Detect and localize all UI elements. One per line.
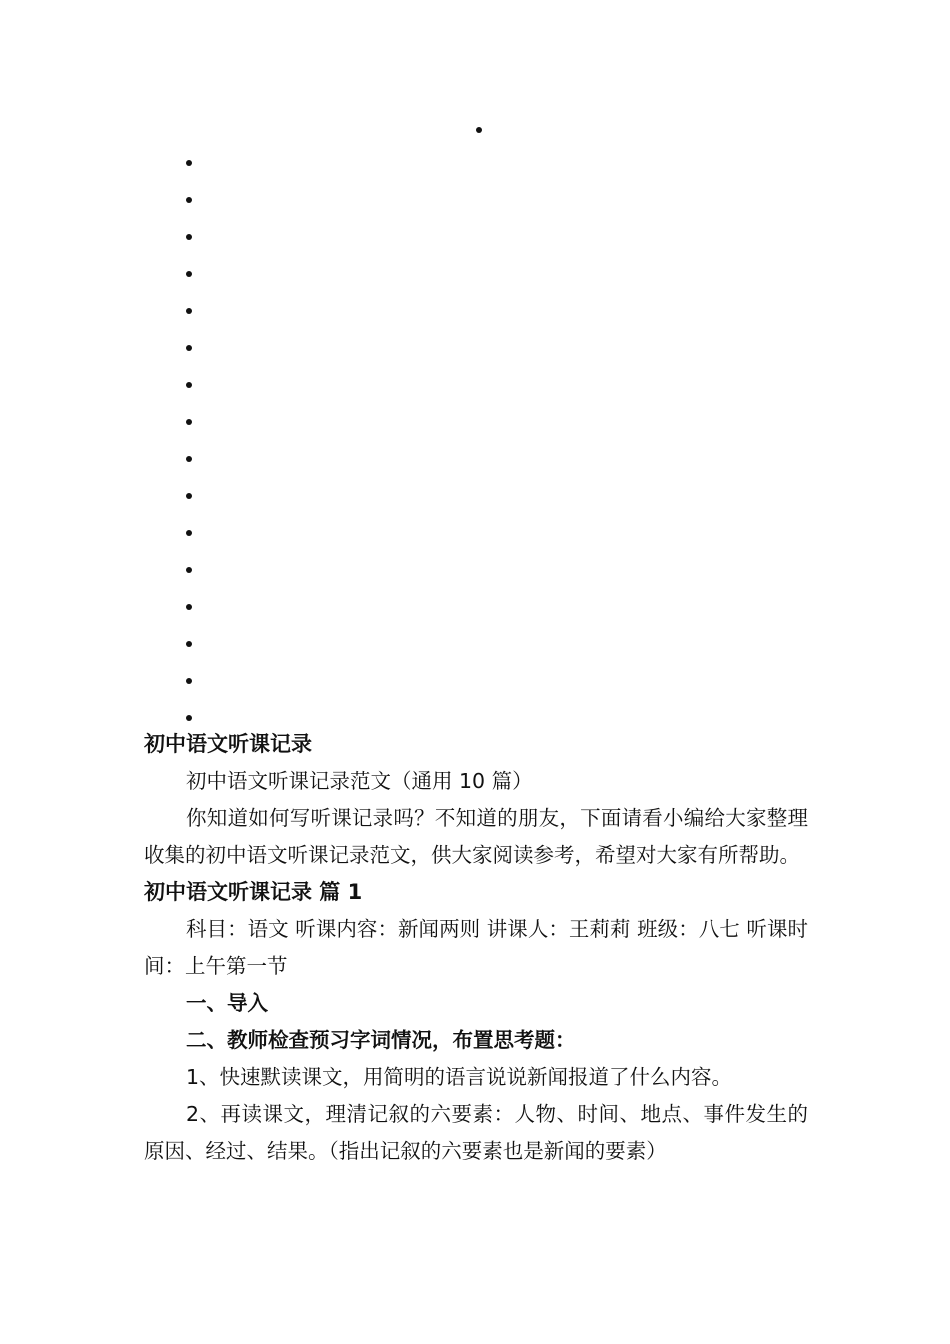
section-heading: 初中语文听课记录 篇 1 [144,880,363,904]
question-item-2: 2、再读课文，理清记叙的六要素：人物、时间、地点、事件发生的原因、经过、结果。（指出记叙的六要素也是新闻的要素） [144,1102,808,1163]
document-body [144,726,808,1170]
question-item-1: 1、快速默读课文，用简明的语言说说新闻报道了什么内容。 [186,1065,733,1089]
document-subtitle: 初中语文听课记录范文（通用 10 篇） [186,769,533,793]
bullet-marker [476,127,482,133]
step-heading-1: 一、导入 [186,991,268,1015]
lesson-info: 科目：语文 听课内容：新闻两则 讲课人：王莉莉 班级：八七 听课时间：上午第一节 [144,917,808,978]
step-heading-2: 二、教师检查预习字词情况，布置思考题： [186,1028,576,1052]
intro-paragraph: 你知道如何写听课记录吗？不知道的朋友，下面请看小编给大家整理收集的初中语文听课记录范文，供大家阅读参考，希望对大家有所帮助。 [144,806,808,867]
document-title: 初中语文听课记录 [144,732,312,756]
